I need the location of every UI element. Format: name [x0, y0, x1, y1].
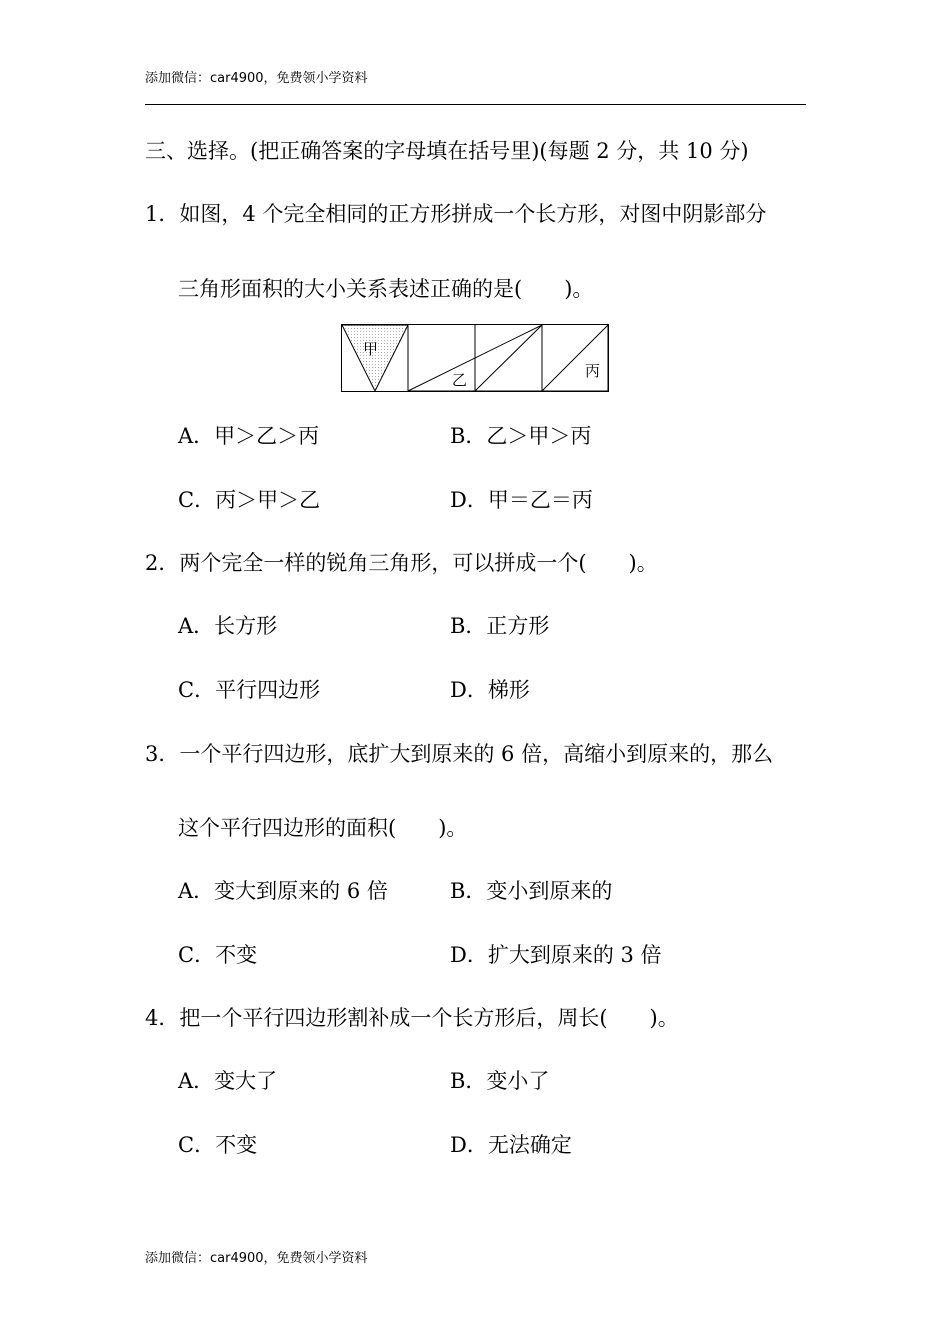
question-1-option-d: D．甲＝乙＝丙 [450, 488, 593, 512]
question-4-option-c: C．不变 [178, 1133, 258, 1157]
question-4-option-d: D．无法确定 [450, 1133, 572, 1157]
label-yi: 乙 [452, 371, 468, 389]
question-4-option-a: A．变大了 [178, 1069, 278, 1093]
question-2-option-d: D．梯形 [450, 678, 530, 702]
page-header: 添加微信：car4900，免费领小学资料 [145, 71, 368, 86]
label-jia: 甲 [363, 340, 379, 358]
question-3-option-b: B．变小到原来的 [450, 879, 613, 903]
question-2-option-a: A．长方形 [178, 614, 278, 638]
shaded-triangle-jia [342, 325, 408, 391]
question-1-line-2: 三角形面积的大小关系表述正确的是( )。 [178, 277, 594, 301]
diagonal-line [475, 325, 542, 391]
question-1-line-1: 1．如图，4 个完全相同的正方形拼成一个长方形，对图中阴影部分 [145, 202, 767, 226]
question-4-option-b: B．变小了 [450, 1069, 550, 1093]
question-3-line-1: 3．一个平行四边形，底扩大到原来的 6 倍，高缩小到原来的，那么 [145, 742, 774, 766]
question-3-line-2: 这个平行四边形的面积( )。 [178, 816, 468, 840]
shaded-triangle-bing [542, 325, 608, 391]
header-rule [145, 104, 806, 105]
question-2-option-c: C．平行四边形 [178, 678, 321, 702]
question-2-line-1: 2．两个完全一样的锐角三角形，可以拼成一个( )。 [145, 551, 658, 575]
question-3-option-d: D．扩大到原来的 3 倍 [450, 943, 662, 967]
label-bing: 丙 [585, 362, 601, 380]
question-1-option-c: C．丙＞甲＞乙 [178, 488, 321, 512]
squares-figure [341, 324, 609, 392]
question-2-option-b: B．正方形 [450, 614, 550, 638]
question-1-option-a: A．甲＞乙＞丙 [178, 424, 320, 448]
page-footer: 添加微信：car4900，免费领小学资料 [145, 1251, 368, 1266]
question-4-line-1: 4．把一个平行四边形割补成一个长方形后，周长( )。 [145, 1006, 679, 1030]
question-1-option-b: B．乙＞甲＞丙 [450, 424, 592, 448]
question-3-option-a: A．变大到原来的 6 倍 [178, 879, 388, 903]
section-title: 三、选择。(把正确答案的字母填在括号里)(每题 2 分，共 10 分) [145, 139, 749, 163]
question-3-option-c: C．不变 [178, 943, 258, 967]
